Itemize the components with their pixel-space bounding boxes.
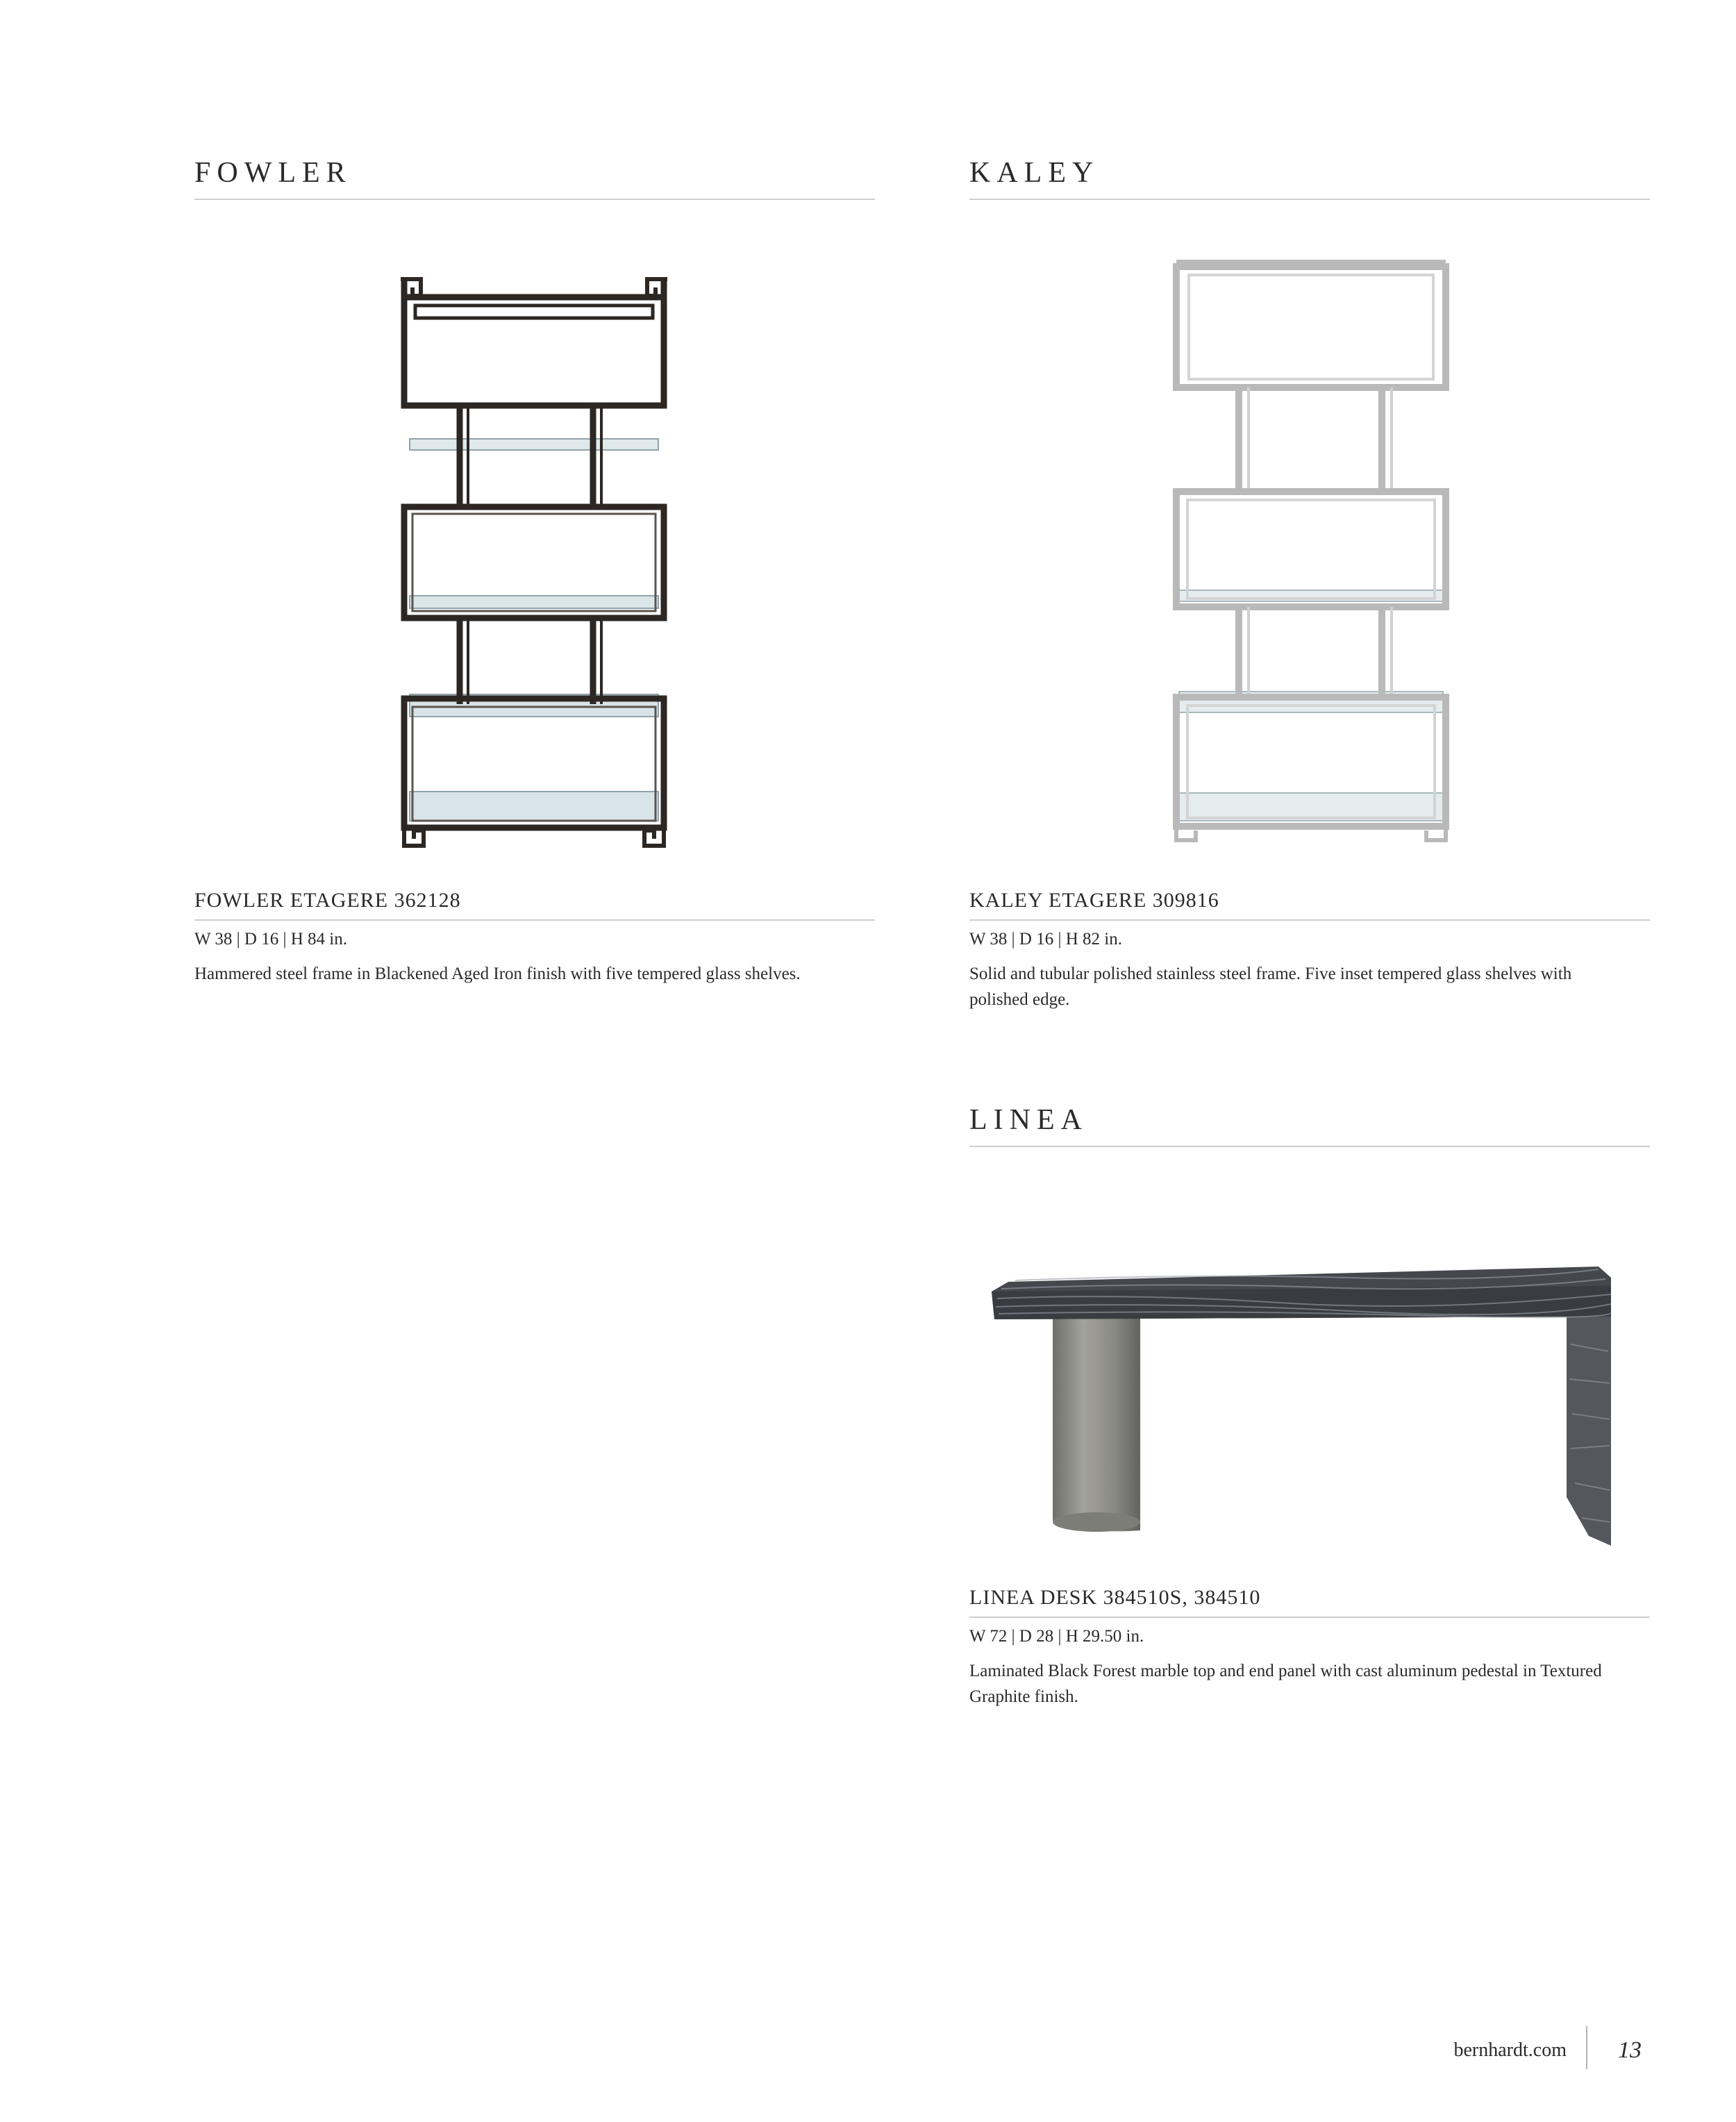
linea-dimensions: W 72 | D 28 | H 29.50 in.: [969, 1627, 1144, 1646]
fowler-etagere-image: [400, 275, 671, 849]
kaley-section: [969, 0, 1650, 1042]
fowler-dimensions: W 38 | D 16 | H 84 in.: [194, 930, 347, 949]
linea-desk-image: [987, 1261, 1626, 1553]
kaley-etagere-image: [1171, 260, 1455, 843]
fowler-description: Hammered steel frame in Blackened Aged Iron finish with five tempered glass shelves.: [194, 964, 801, 983]
page-number: 13: [1618, 2037, 1642, 2063]
kaley-section-title: KALEY: [969, 158, 1650, 200]
kaley-description: Solid and tubular polished stainless steel frame. Five inset tempered glass shelves with polished edge.: [969, 964, 1572, 1009]
linea-section-title: LINEA: [969, 1105, 1650, 1147]
fowler-product-name: FOWLER ETAGERE 362128: [194, 890, 875, 921]
linea-product-name: LINEA DESK 384510S, 384510: [969, 1587, 1650, 1618]
linea-section: [969, 1042, 1650, 1736]
kaley-dimensions: W 38 | D 16 | H 82 in.: [969, 930, 1122, 949]
linea-description: Laminated Black Forest marble top and end panel with cast aluminum pedestal in Textured Graphite finish.: [969, 1662, 1602, 1706]
footer-divider: [1586, 2026, 1587, 2069]
fowler-section: [194, 0, 875, 1042]
fowler-section-title: FOWLER: [194, 158, 875, 200]
kaley-product-name: KALEY ETAGERE 309816: [969, 890, 1650, 921]
footer-website: bernhardt.com: [1453, 2039, 1567, 2061]
